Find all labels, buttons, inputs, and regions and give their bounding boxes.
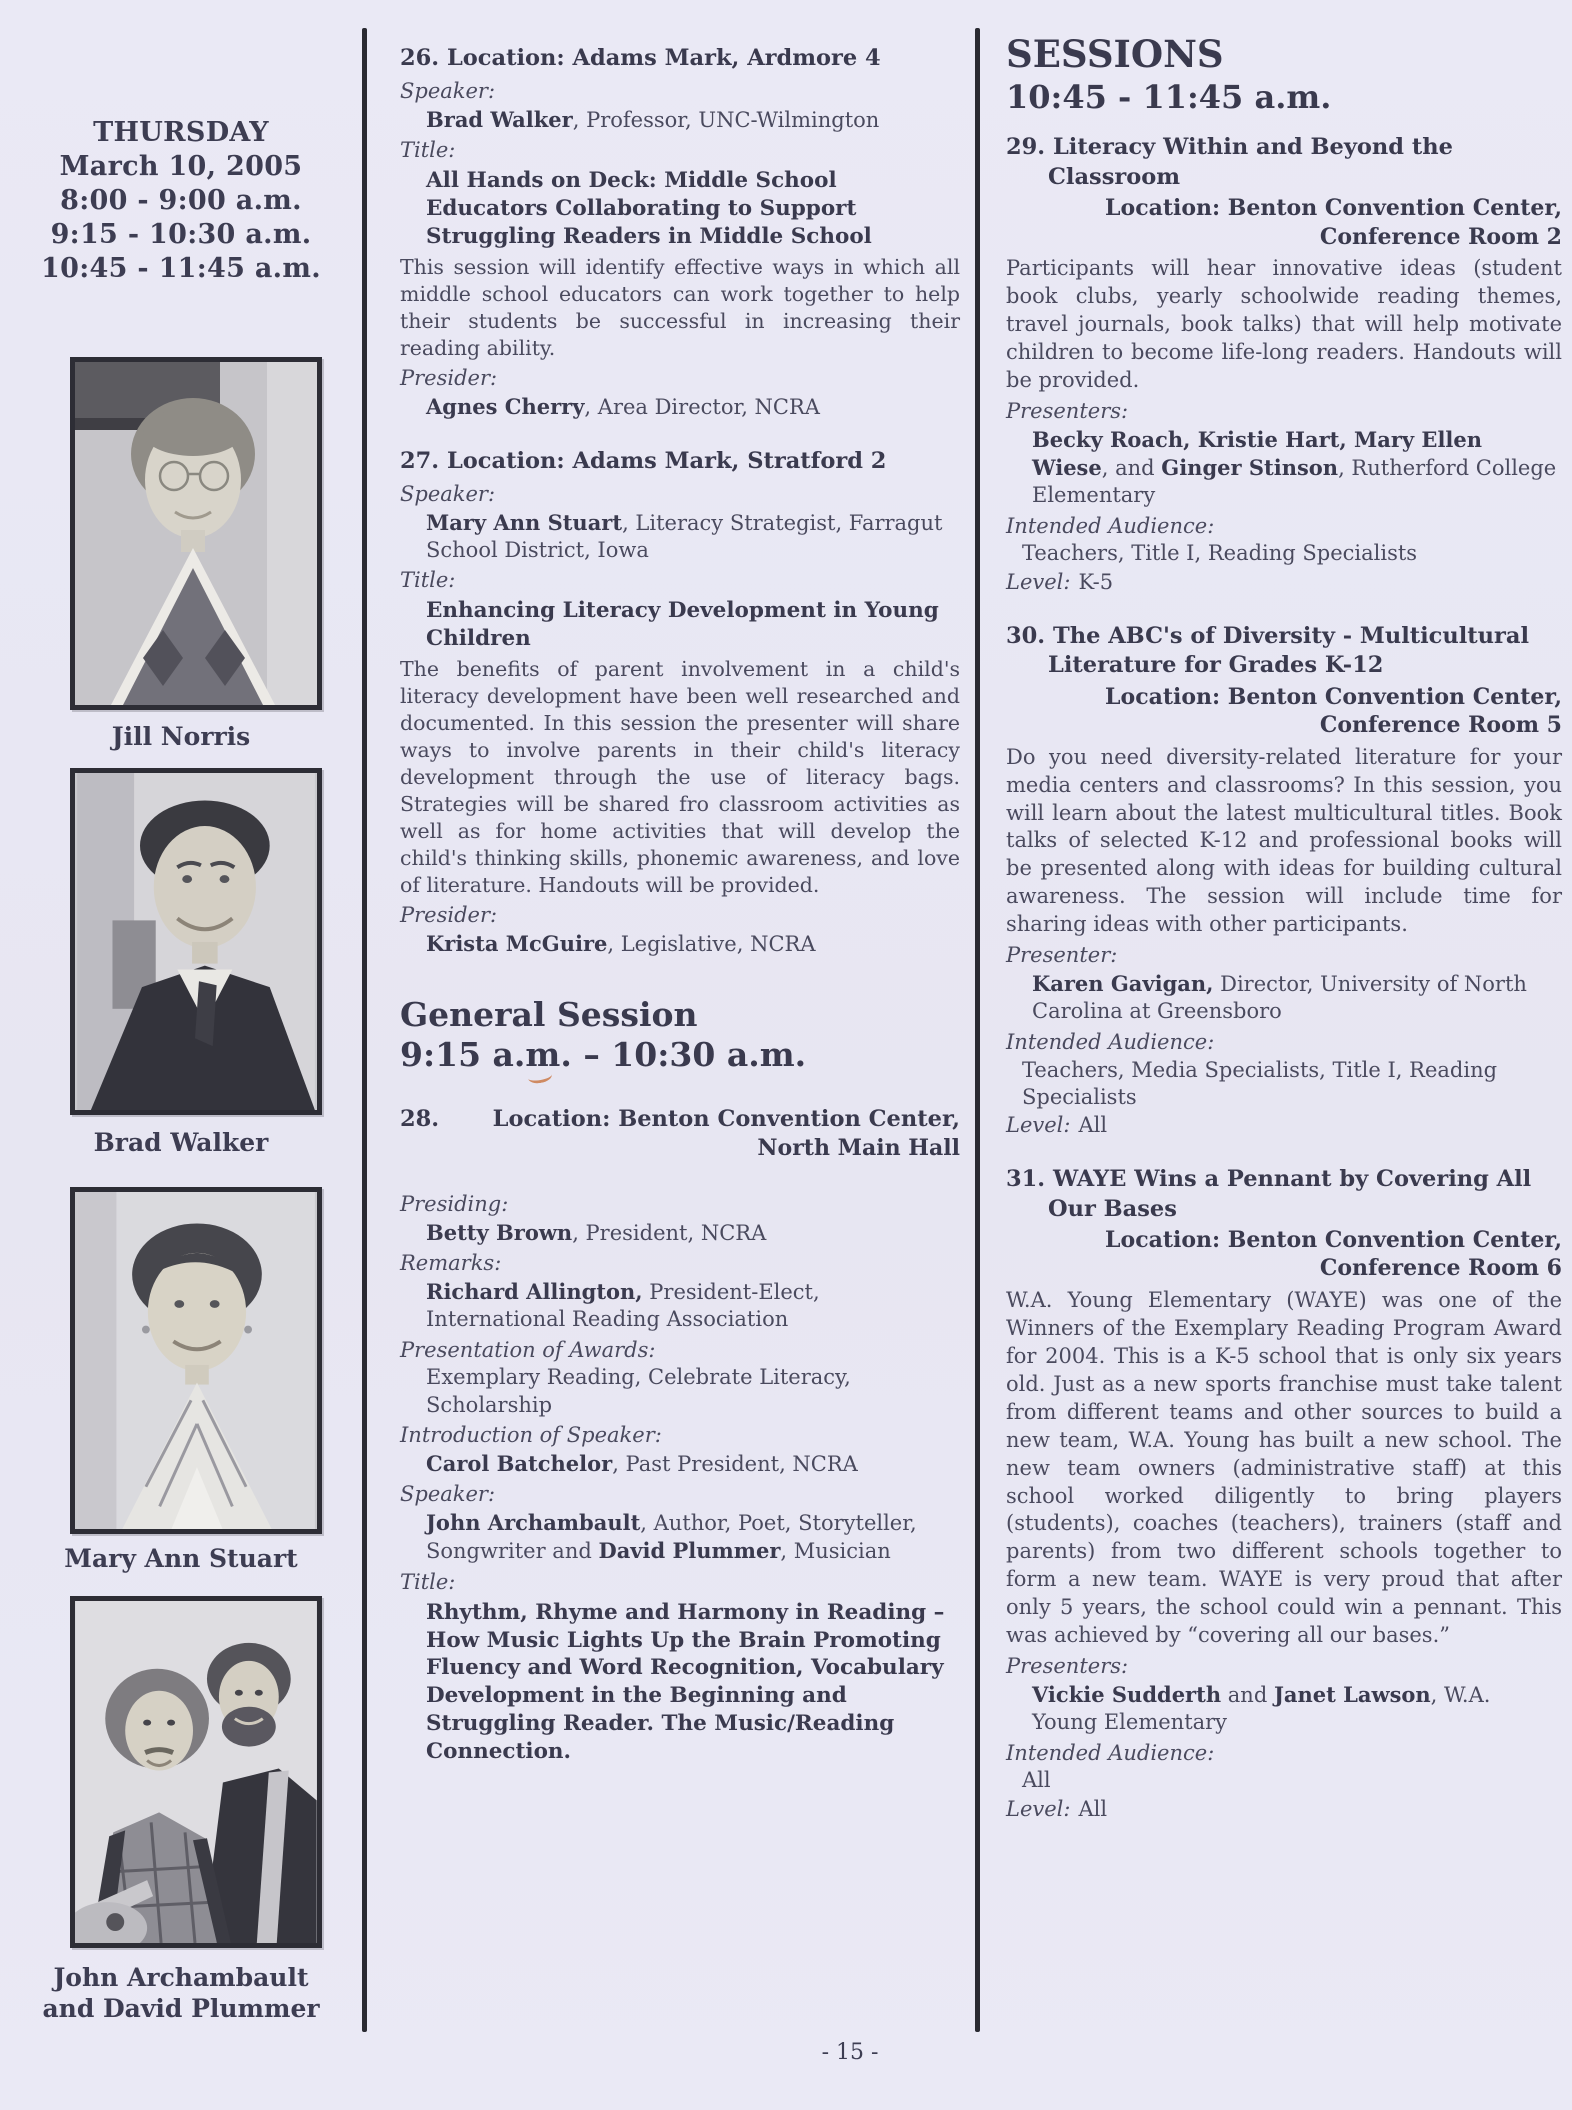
right-column (1006, 34, 1562, 1824)
audience-value: Teachers, Title I, Reading Specialists (1022, 541, 1418, 566)
session-26-heading: 26. Location: Adams Mark, Ardmore 4 (400, 45, 881, 71)
session-26-title: All Hands on Deck: Middle School Educators Collaborating to Support Struggling Readers in Middle School (426, 167, 872, 249)
general-session-heading (400, 995, 960, 1076)
portrait-illustration (75, 1601, 317, 1943)
presider-name: Krista McGuire (426, 931, 608, 957)
general-session-time-text: 9:15 a.m. – 10:30 a.m. (400, 1034, 807, 1074)
portrait-illustration (75, 362, 317, 705)
speaker-affiliation: , Professor, UNC-Wilmington (572, 107, 880, 132)
speaker-name: John Archambault (426, 1510, 641, 1536)
sessions-header: SESSIONS (1006, 32, 1224, 76)
presider-label: Presider: (400, 365, 498, 390)
level-value: All (1078, 1796, 1108, 1821)
session-29-location-line-2: Conference Room 2 (1319, 223, 1562, 250)
title-label: Title: (400, 137, 456, 162)
level-label: Level: (1006, 1796, 1071, 1821)
session-29-location-line-1: Location: Benton Convention Center, (1105, 194, 1562, 221)
photo-caption-line-1: John Archambault (53, 1963, 309, 1992)
presenter-name: Karen Gavigan, (1032, 971, 1214, 997)
presider-affiliation: , Area Director, NCRA (584, 394, 820, 419)
remarks-affiliation: President-Elect, International Reading Association (426, 1280, 820, 1332)
presider-line (400, 930, 960, 958)
awards-line: Exemplary Reading, Celebrate Literacy, Scholarship (426, 1365, 851, 1417)
general-session-title: General Session (400, 994, 698, 1034)
speaker-label: Speaker: (400, 481, 496, 506)
presiding-line (400, 1219, 960, 1247)
introduction-label: Introduction of Speaker: (400, 1423, 662, 1448)
title-label: Title: (400, 568, 456, 593)
speaker-line (400, 106, 960, 134)
photo-caption: Mary Ann Stuart (64, 1544, 298, 1573)
photo-jill-norris (70, 357, 322, 710)
presider-line (400, 393, 960, 421)
remarks-label: Remarks: (400, 1251, 502, 1276)
column-divider-right (975, 28, 980, 2032)
presenter-label: Presenter: (1006, 943, 1118, 968)
session-31-heading: 31. WAYE Wins a Pennant by Covering All Our Bases (1006, 1166, 1532, 1222)
level-value: All (1078, 1113, 1108, 1138)
time-slot-3: 10:45 - 11:45 a.m. (41, 253, 321, 284)
session-30-description: Do you need diversity-related literature for your media centers and classrooms? In this session, you will learn about the latest multicultural titles. Book talks of selected K-12 and professional books will be presented along with ideas for building cultural awareness. The session will include time for sharing ideas with other participants. (1006, 744, 1562, 937)
audience-label: Intended Audience: (1006, 513, 1215, 538)
time-slot-2: 9:15 - 10:30 a.m. (50, 219, 312, 250)
speaker-name-2: David Plummer (598, 1538, 781, 1564)
photo-brad-walker (70, 768, 322, 1115)
speaker-roles: , Author, Poet, Storyteller, Songwriter and (426, 1511, 917, 1564)
presenter-affiliation: , Rutherford College Elementary (1032, 455, 1557, 508)
time-slot-1: 8:00 - 9:00 a.m. (60, 185, 302, 216)
photo-caption-line-2: and David Plummer (42, 1994, 320, 2023)
introducer-affiliation: , Past President, NCRA (612, 1451, 858, 1476)
presenter-connector: , and (1101, 455, 1162, 480)
left-column (0, 0, 362, 2110)
day-name: THURSDAY (93, 117, 269, 148)
session-28-number: 28. (400, 1106, 440, 1133)
speaker-line (400, 1509, 960, 1566)
photo-mary-ann-stuart (70, 1187, 322, 1534)
portrait-illustration (75, 1192, 317, 1529)
level-line (1006, 569, 1562, 596)
presenter-connector: and (1221, 1682, 1274, 1707)
speaker-label: Speaker: (400, 1482, 496, 1507)
audience-label: Intended Audience: (1006, 1740, 1215, 1765)
presiding-affiliation: , President, NCRA (572, 1220, 767, 1245)
remarks-line (400, 1278, 960, 1334)
session-31-location-line-2: Conference Room 6 (1319, 1255, 1562, 1282)
day-date: March 10, 2005 (59, 151, 303, 182)
session-27-title: Enhancing Literacy Development in Young Children (426, 598, 939, 652)
photo-caption: Jill Norris (111, 722, 251, 751)
session-31-location-line-1: Location: Benton Convention Center, (1105, 1226, 1562, 1253)
presenter-affiliation: , W.A. Young Elementary (1032, 1682, 1491, 1735)
session-30-location-line-2: Conference Room 5 (1319, 712, 1562, 739)
photo-caption: Brad Walker (93, 1128, 269, 1157)
speaker-name: Mary Ann Stuart (426, 509, 623, 535)
level-line (1006, 1112, 1562, 1139)
presenter-name: Vickie Sudderth (1032, 1681, 1222, 1707)
presiding-name: Betty Brown (426, 1219, 573, 1245)
session-28-location-line-2: North Main Hall (757, 1135, 960, 1162)
level-value: K-5 (1078, 569, 1114, 594)
session-26-description: This session will identify effective ways in which all middle school educators can work together to help their students be successful in increasing their reading ability. (400, 254, 960, 360)
presenters-line (1006, 426, 1562, 510)
page-number: - 15 - (821, 2040, 879, 2065)
presenters-label: Presenters: (1006, 398, 1129, 423)
column-divider-left (362, 28, 367, 2032)
audience-value: All (1022, 1768, 1051, 1793)
presider-affiliation: , Legislative, NCRA (607, 932, 816, 957)
session-28-heading-row (400, 1105, 960, 1134)
speaker-name: Brad Walker (426, 106, 573, 132)
presenter-names: Becky Roach, Kristie Hart, Mary Ellen Wiese (1032, 426, 1483, 480)
session-28-location-line-1: Location: Benton Convention Center, (492, 1106, 960, 1133)
awards-label: Presentation of Awards: (400, 1337, 656, 1362)
introducer-name: Carol Batchelor (426, 1450, 613, 1476)
session-29-heading: 29. Literacy Within and Beyond the Classroom (1006, 134, 1453, 190)
day-header (0, 116, 362, 286)
general-session-time (400, 1035, 806, 1075)
presenter-affiliation: Director, University of North Carolina at Greensboro (1032, 972, 1527, 1024)
level-label: Level: (1006, 1113, 1071, 1138)
presenters-line (1006, 1681, 1562, 1737)
session-30-location-line-1: Location: Benton Convention Center, (1105, 683, 1562, 710)
title-label: Title: (400, 1569, 456, 1594)
presider-label: Presider: (400, 903, 498, 928)
presider-name: Agnes Cherry (426, 393, 585, 419)
remarks-name: Richard Allington, (426, 1279, 643, 1305)
speaker-affiliation: , Literacy Strategist, Farragut School District, Iowa (426, 510, 943, 562)
session-28-title: Rhythm, Rhyme and Harmony in Reading – How Music Lights Up the Brain Promoting Fluency and Word Recognition, Vocabulary Development in the Beginning and Struggling Reader. The Music/Reading Connection. (426, 1599, 945, 1765)
presenter-line (1006, 970, 1562, 1026)
speaker-line (400, 509, 960, 565)
presiding-label: Presiding: (400, 1191, 509, 1216)
presenter-name-2: Ginger Stinson (1161, 454, 1339, 480)
session-31-description: W.A. Young Elementary (WAYE) was one of the Winners of the Exemplary Reading Program Award for 2004. This is a K-5 school that is only six years old. Just as a new sports franchise must take talent from different teams and other sources to build a new team, W.A. Young has built a new school. The new team owners (administrative staff) at this school worked diligently to bring players (students), coaches (teachers), trainers (staff and parents) from two different schools together to form a new team. WAYE is very proud that after only 5 years, the school could win a pennant. This was achieved by “covering all our bases.” (1006, 1288, 1562, 1648)
session-29-description: Participants will hear innovative ideas (student book clubs, yearly schoolwide reading themes, travel journals, book talks) that will help motivate children to become life-long readers. Handouts will be provided. (1006, 256, 1562, 392)
middle-column (400, 44, 960, 1769)
photo-caption (25, 1962, 337, 2024)
sessions-time: 10:45 - 11:45 a.m. (1006, 77, 1332, 116)
introduction-line (400, 1450, 960, 1478)
portrait-illustration (75, 773, 317, 1110)
photo-john-archambault-david-plummer (70, 1596, 322, 1948)
presenters-label: Presenters: (1006, 1654, 1129, 1679)
session-27-heading: 27. Location: Adams Mark, Stratford 2 (400, 448, 887, 475)
audience-value: Teachers, Media Specialists, Title I, Reading Specialists (1022, 1057, 1498, 1109)
presenter-name-2: Janet Lawson (1273, 1681, 1431, 1707)
audience-label: Intended Audience: (1006, 1029, 1215, 1054)
level-line (1006, 1796, 1562, 1823)
level-label: Level: (1006, 569, 1071, 594)
session-30-heading: 30. The ABC's of Diversity - Multicultural Literature for Grades K-12 (1006, 623, 1530, 679)
speaker-label: Speaker: (400, 78, 496, 103)
speaker-roles-2: , Musician (780, 1539, 891, 1564)
session-27-description: The benefits of parent involvement in a child's literacy development have been well researched and documented. In this session the presenter will share ways to involve parents in their child's literacy development through the use of literacy bags. Strategies will be shared fro classroom activities as well as for home activities that will develop the child's thinking skills, phonemic awareness, and love of literature. Handouts will be provided. (400, 657, 960, 898)
